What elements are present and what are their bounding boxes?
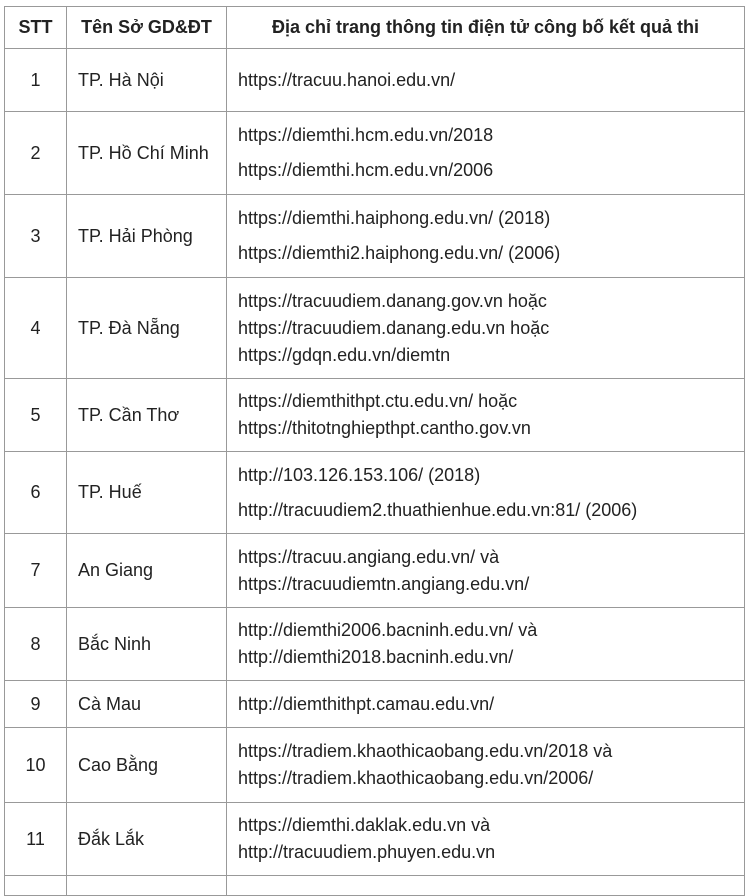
row-address [227, 452, 745, 534]
row-name: Cao Bằng [67, 728, 227, 803]
row-address [227, 534, 745, 608]
table-row-partial [5, 876, 745, 896]
row-address [227, 681, 745, 728]
address-link[interactable]: http://diemthi2018.bacninh.edu.vn/ [238, 647, 514, 667]
row-stt: 6 [5, 452, 67, 534]
row-stt: 8 [5, 608, 67, 681]
row-address [227, 49, 745, 112]
row-name: An Giang [67, 534, 227, 608]
table-row [5, 728, 745, 803]
row-address [227, 379, 745, 452]
address-link[interactable]: https://diemthithpt.ctu.edu.vn/ hoặc [238, 391, 518, 411]
address-link[interactable]: https://thitotnghiepthpt.cantho.gov.vn [238, 418, 531, 438]
table-row [5, 49, 745, 112]
table-row [5, 681, 745, 728]
address-link[interactable]: https://tradiem.khaothicaobang.edu.vn/2018 và [238, 741, 613, 761]
row-stt: 10 [5, 728, 67, 803]
row-name: Bắc Ninh [67, 608, 227, 681]
address-link[interactable]: http://tracuudiem2.thuathienhue.edu.vn:81/ (2006) [238, 499, 638, 520]
row-stt: 5 [5, 379, 67, 452]
row-name: TP. Huế [67, 452, 227, 534]
row-name: Cà Mau [67, 681, 227, 728]
table-row [5, 195, 745, 278]
row-name: TP. Hải Phòng [67, 195, 227, 278]
row-stt: 7 [5, 534, 67, 608]
row-stt: 3 [5, 195, 67, 278]
address-link[interactable]: https://diemthi.hcm.edu.vn/2006 [238, 160, 494, 180]
row-name: TP. Cần Thơ [67, 379, 227, 452]
table-row [5, 452, 745, 534]
row-address [227, 608, 745, 681]
row-stt: 11 [5, 803, 67, 876]
address-link[interactable]: https://tracuudiem.danang.gov.vn hoặc [238, 290, 547, 311]
header-stt: STT [5, 7, 67, 49]
address-link[interactable]: http://diemthithpt.camau.edu.vn/ [238, 693, 495, 714]
address-link[interactable]: https://tracuudiem.danang.edu.vn hoặc [238, 317, 550, 338]
row-stt: 9 [5, 681, 67, 728]
table-row [5, 608, 745, 681]
results-table [4, 6, 745, 896]
table-row [5, 278, 745, 379]
address-link[interactable]: https://tracuu.hanoi.edu.vn/ [238, 69, 456, 90]
header-address: Địa chỉ trang thông tin điện tử công bố kết quả thi [227, 7, 745, 49]
header-name: Tên Sở GD&ĐT [67, 7, 227, 49]
address-link[interactable]: https://diemthi2.haiphong.edu.vn/ (2006) [238, 243, 561, 263]
row-address [227, 728, 745, 803]
address-link[interactable]: http://tracuudiem.phuyen.edu.vn [238, 842, 496, 862]
address-link[interactable]: https://diemthi.hcm.edu.vn/2018 [238, 125, 494, 145]
address-link[interactable]: http://103.126.153.106/ (2018) [238, 464, 481, 485]
address-link[interactable]: https://diemthi.haiphong.edu.vn/ (2018) [238, 208, 551, 228]
row-address [227, 112, 745, 195]
row-name: TP. Hà Nội [67, 49, 227, 112]
address-link[interactable]: https://gdqn.edu.vn/diemtn [238, 344, 451, 365]
address-link[interactable]: https://tracuudiemtn.angiang.edu.vn/ [238, 573, 530, 594]
row-stt: 2 [5, 112, 67, 195]
address-link[interactable]: https://diemthi.daklak.edu.vn và [238, 815, 491, 835]
address-link[interactable]: https://tracuu.angiang.edu.vn/ và [238, 546, 500, 567]
address-link[interactable]: https://tradiem.khaothicaobang.edu.vn/2006/ [238, 768, 594, 788]
table-row [5, 112, 745, 195]
header-row [5, 7, 745, 49]
row-address [227, 278, 745, 379]
row-address [227, 195, 745, 278]
row-stt: 1 [5, 49, 67, 112]
table-row [5, 534, 745, 608]
address-link[interactable]: http://diemthi2006.bacninh.edu.vn/ và [238, 620, 538, 640]
row-name: TP. Đà Nẵng [67, 278, 227, 379]
row-stt: 4 [5, 278, 67, 379]
row-name: Đắk Lắk [67, 803, 227, 876]
table-row [5, 379, 745, 452]
row-name: TP. Hồ Chí Minh [67, 112, 227, 195]
